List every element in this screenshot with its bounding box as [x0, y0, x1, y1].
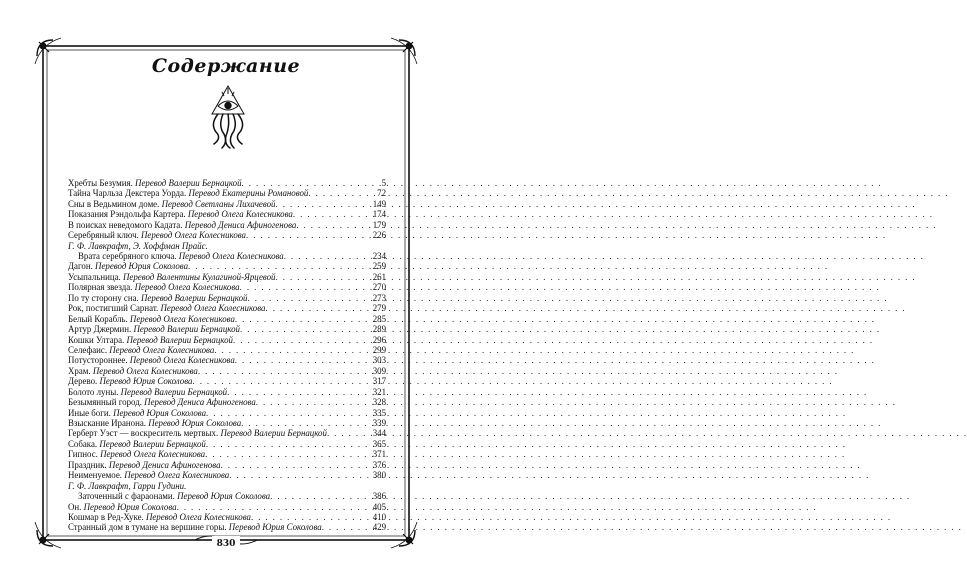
- toc-page-number: 335: [372, 407, 386, 418]
- toc-leader-dots: [322, 522, 372, 532]
- toc-entry-title: [68, 220, 296, 230]
- toc-entry-text: В поисках неведомого Кадата.: [68, 219, 185, 230]
- toc-leader-dots: [284, 251, 372, 261]
- toc-leader-dots: [241, 418, 372, 428]
- toc-leader-dots: [247, 293, 371, 303]
- toc-entry-text: Селефаис.: [68, 344, 110, 355]
- toc-leader-dots: [327, 428, 372, 438]
- toc-entry-translator: Перевод Дениса Афиногенова: [144, 397, 256, 408]
- toc-entry: [68, 324, 386, 334]
- toc-page-number: 261: [372, 271, 386, 282]
- toc-entry: [68, 397, 386, 407]
- toc-page-number: 344: [372, 428, 386, 439]
- toc-entry-text: Гипнос.: [68, 449, 101, 460]
- toc-entry-text: Усыпальница.: [68, 271, 123, 282]
- toc-page-number: 174: [372, 209, 386, 220]
- toc-entry-title: [68, 345, 214, 355]
- toc-entry: [68, 303, 386, 313]
- toc-entry-text: Герберт Уэст — воскреситель мертвых.: [68, 428, 221, 439]
- toc-page-number: 429: [372, 522, 386, 533]
- toc-entry: [68, 282, 386, 292]
- toc-page-number: 149: [372, 198, 386, 209]
- toc-page-number: 179: [372, 219, 386, 230]
- toc-leader-dots: [214, 345, 371, 355]
- toc-entry-title: [68, 522, 322, 532]
- toc-entry-text: Неименуемое.: [68, 470, 125, 481]
- toc-leader-dots: [221, 460, 372, 470]
- toc-page-number: 226: [372, 230, 386, 241]
- toc-leader-dots: [308, 188, 376, 198]
- toc-entry: [68, 199, 386, 209]
- toc-entry-text: Полярная звезда.: [68, 282, 135, 293]
- toc-entry-text: Серебряный ключ.: [68, 230, 141, 241]
- toc-entry-text: Белый Корабль.: [68, 313, 130, 324]
- toc-leader-dots: [235, 314, 372, 324]
- toc-entry-title: [68, 428, 327, 438]
- toc-entry: [68, 522, 386, 532]
- toc-entry-translator: Перевод Валерии Бернацкой: [220, 428, 327, 439]
- toc-page-number: 259: [372, 261, 386, 272]
- toc-entry-translator: Перевод Дениса Афиногенова: [108, 459, 221, 470]
- table-of-contents: [68, 178, 386, 533]
- toc-entry: [68, 408, 386, 418]
- toc-entry-translator: Перевод Юрия Соколова: [228, 522, 322, 533]
- toc-entry-translator: Перевод Олега Колесникова: [187, 209, 293, 220]
- toc-entry-title: [68, 261, 188, 271]
- toc-leader-dots: [293, 209, 372, 219]
- toc-entry-text: Праздник.: [68, 459, 109, 470]
- toc-page-number: 321: [372, 386, 386, 397]
- toc-leader-dots: [233, 335, 372, 345]
- toc-entry-title: [68, 335, 233, 345]
- toc-entry: [68, 418, 386, 428]
- toc-entry-title: [68, 303, 265, 313]
- toc-entry-title: [68, 481, 186, 491]
- toc-page-number: 339: [372, 418, 386, 429]
- toc-entry-title: [68, 324, 240, 334]
- toc-leader-dots: [188, 261, 372, 271]
- toc-entry-title: [68, 282, 240, 292]
- toc-entry-text: Г. Ф. Лавкрафт, Гарри Гудини.: [68, 480, 187, 491]
- toc-entry-translator: Перевод Екатерины Романовой: [188, 188, 309, 199]
- toc-entry-translator: Перевод Валерии Бернацкой: [135, 177, 242, 188]
- toc-entry-title: [68, 241, 208, 251]
- toc-entry-text: Дагон.: [68, 261, 96, 272]
- toc-entry-title: [68, 314, 235, 324]
- toc-entry: [68, 335, 386, 345]
- toc-page-number: 299: [372, 344, 386, 355]
- toc-leader-dots: [235, 355, 372, 365]
- toc-entry-text: Тайна Чарльза Декстера Уорда.: [68, 188, 189, 199]
- toc-entry-title: [68, 188, 308, 198]
- toc-entry: [68, 178, 386, 188]
- toc-entry-text: Кошки Ултара.: [68, 334, 127, 345]
- toc-entry: [68, 272, 386, 282]
- toc-entry-text: Показания Рэндольфа Картера.: [68, 209, 188, 220]
- toc-leader-dots: [276, 272, 372, 282]
- toc-entry: [68, 387, 386, 397]
- toc-entry-translator: Перевод Олега Колесникова: [129, 313, 235, 324]
- toc-page-number: 72: [377, 188, 386, 199]
- toc-entry: [68, 188, 386, 198]
- toc-entry: [68, 470, 386, 480]
- toc-entry-title: [68, 470, 229, 480]
- toc-entry: [68, 491, 386, 501]
- toc-entry-translator: Перевод Юрия Соколова: [83, 501, 177, 512]
- toc-leader-dots: [206, 439, 372, 449]
- toc-entry-translator: Перевод Юрия Соколова: [113, 407, 207, 418]
- toc-entry: [68, 512, 386, 522]
- toc-entry-title: [68, 272, 276, 282]
- toc-entry-translator: Перевод Олега Колесникова: [145, 511, 251, 522]
- toc-entry-text: Иные боги.: [68, 407, 114, 418]
- toc-leader-dots: [177, 502, 372, 512]
- toc-entry: [68, 449, 386, 459]
- toc-page-number: 365: [372, 438, 386, 449]
- toc-entry-translator: Перевод Валерии Бернацкой: [126, 334, 233, 345]
- toc-leader-dots: [270, 491, 372, 501]
- toc-entry: [68, 345, 386, 355]
- toc-entry-translator: Перевод Олега Колесникова: [141, 230, 246, 241]
- toc-entry-title: [68, 512, 251, 522]
- toc-page-number: 234: [372, 251, 386, 262]
- toc-entry-text: Он.: [68, 501, 84, 512]
- toc-entry: [68, 230, 386, 240]
- toc-entry-translator: Перевод Валерии Бернацкой: [133, 324, 240, 335]
- toc-page-number: 270: [372, 282, 386, 293]
- toc-leader-dots: [275, 199, 371, 209]
- toc-entry: [68, 314, 386, 324]
- toc-entry-translator: Перевод Юрия Соколова: [99, 376, 193, 387]
- toc-leader-dots: [240, 324, 372, 334]
- toc-leader-dots: [227, 387, 372, 397]
- toc-page-number: 317: [372, 376, 386, 387]
- toc-entry-text: Артур Джермин.: [68, 324, 134, 335]
- toc-entry-text: Безымянный город.: [68, 397, 145, 408]
- toc-entry-translator: Перевод Олега Колесникова: [160, 303, 266, 314]
- page-title: Содержание: [151, 55, 301, 77]
- toc-entry-translator: Перевод Светланы Лихачевой: [161, 198, 276, 209]
- toc-entry-translator: Перевод Олега Колесникова: [178, 251, 284, 262]
- toc-entry-title: [68, 387, 227, 397]
- toc-entry: [68, 460, 386, 470]
- toc-entry-title: [68, 439, 206, 449]
- toc-entry-text: Г. Ф. Лавкрафт, Э. Хоффман Прайс.: [68, 240, 208, 251]
- toc-entry-translator: Перевод Юрия Соколова: [148, 418, 242, 429]
- toc-entry-text: Взыскание Иранона.: [68, 418, 149, 429]
- toc-entry-title: [68, 397, 256, 407]
- toc-leader-dots: [251, 512, 372, 522]
- toc-entry-text: По ту сторону сна.: [68, 292, 141, 303]
- toc-entry-translator: Перевод Валерии Бернацкой: [140, 292, 248, 303]
- toc-entry-translator: Перевод Олега Колесникова: [92, 365, 198, 376]
- toc-entry-text: Потустороннее.: [68, 355, 130, 366]
- toc-entry: [68, 251, 386, 261]
- toc-entry-text: Кошмар в Ред-Хуке.: [68, 511, 146, 522]
- toc-entry: [68, 366, 386, 376]
- toc-page-number: 386: [372, 491, 386, 502]
- toc-entry: [68, 209, 386, 219]
- toc-leader-dots: [242, 178, 381, 188]
- toc-entry-translator: Перевод Валерии Бернацкой: [99, 438, 206, 449]
- toc-entry-title: [68, 366, 198, 376]
- toc-entry-title: [68, 449, 205, 459]
- toc-page-number: 371: [372, 449, 386, 460]
- toc-entry-text: Заточенный с фараонами.: [78, 491, 178, 502]
- toc-entry: [68, 220, 386, 230]
- toc-entry: [68, 439, 386, 449]
- toc-entry-translator: Перевод Валерии Бернацкой: [120, 386, 228, 397]
- toc-entry-text: Странный дом в тумане на вершине горы.: [68, 522, 229, 533]
- toc-entry-text: Храм.: [68, 365, 93, 376]
- toc-entry-title: [68, 251, 284, 261]
- toc-author-heading: [68, 241, 386, 251]
- toc-entry-translator: Перевод Валентины Кулагиной-Ярцевой: [123, 271, 276, 282]
- toc-page-number: 328: [372, 397, 386, 408]
- toc-entry-title: [68, 209, 293, 219]
- toc-entry-translator: Перевод Олега Колесникова: [109, 344, 215, 355]
- toc-page-number: 376: [372, 459, 386, 470]
- toc-entry: [68, 376, 386, 386]
- toc-entry-title: [68, 460, 221, 470]
- toc-entry-title: [68, 230, 246, 240]
- toc-entry-title: [68, 293, 247, 303]
- toc-leader-dots: [296, 220, 371, 230]
- toc-leader-dots: [206, 408, 372, 418]
- eye-pyramid-tentacles-icon: [206, 84, 250, 150]
- toc-page-number: 380: [372, 470, 386, 481]
- toc-page-number: 285: [372, 313, 386, 324]
- toc-entry-translator: Перевод Олега Колесникова: [124, 470, 230, 481]
- toc-leader-dots: [240, 282, 372, 292]
- page-number: 830: [212, 536, 240, 552]
- toc-entry-title: [68, 199, 275, 209]
- toc-entry-title: [68, 355, 235, 365]
- toc-page-number: 309: [372, 365, 386, 376]
- toc-entry-translator: Перевод Юрия Соколова: [95, 261, 189, 272]
- toc-entry-translator: Перевод Юрия Соколова: [177, 491, 271, 502]
- toc-author-heading: [68, 481, 386, 491]
- toc-leader-dots: [246, 230, 372, 240]
- toc-page-number: 410: [372, 511, 386, 522]
- toc-entry-translator: Перевод Олега Колесникова: [134, 282, 240, 293]
- toc-leader-dots: [198, 366, 372, 376]
- toc-entry: [68, 293, 386, 303]
- toc-entry-title: [68, 491, 270, 501]
- toc-entry-text: Дерево.: [68, 376, 100, 387]
- toc-entry-translator: Перевод Олега Колесникова: [129, 355, 235, 366]
- toc-entry: [68, 429, 386, 439]
- toc-page-number: 279: [372, 303, 386, 314]
- toc-leader-dots: [229, 470, 371, 480]
- toc-entry: [68, 262, 386, 272]
- toc-entry-translator: Перевод Дениса Афиногенова: [184, 219, 297, 230]
- toc-leader-dots: [205, 449, 372, 459]
- toc-entry-text: Рок, постигший Сарнат.: [68, 303, 161, 314]
- toc-entry-title: [68, 408, 206, 418]
- toc-page-number: 296: [372, 334, 386, 345]
- toc-entry: [68, 502, 386, 512]
- toc-entry-text: Врата серебряного ключа.: [78, 251, 179, 262]
- toc-entry: [68, 355, 386, 365]
- toc-leader-dots: [256, 397, 372, 407]
- toc-page-number: 5: [381, 177, 386, 188]
- toc-entry-text: Болото луны.: [68, 386, 121, 397]
- toc-leader-dots: [192, 376, 371, 386]
- toc-page-number: 405: [372, 501, 386, 512]
- toc-entry-text: Хребты Безумия.: [68, 177, 136, 188]
- toc-leader-dots: [265, 303, 371, 313]
- toc-page-number: 289: [372, 324, 386, 335]
- toc-page-number: 273: [372, 292, 386, 303]
- toc-entry-title: [68, 178, 242, 188]
- toc-entry-text: Собака.: [68, 438, 100, 449]
- toc-entry-title: [68, 418, 241, 428]
- toc-entry-title: [68, 502, 177, 512]
- toc-page-number: 303: [372, 355, 386, 366]
- toc-entry-title: [68, 376, 192, 386]
- toc-entry-translator: Перевод Олега Колесникова: [100, 449, 206, 460]
- toc-entry-text: Сны в Ведьмином доме.: [68, 198, 162, 209]
